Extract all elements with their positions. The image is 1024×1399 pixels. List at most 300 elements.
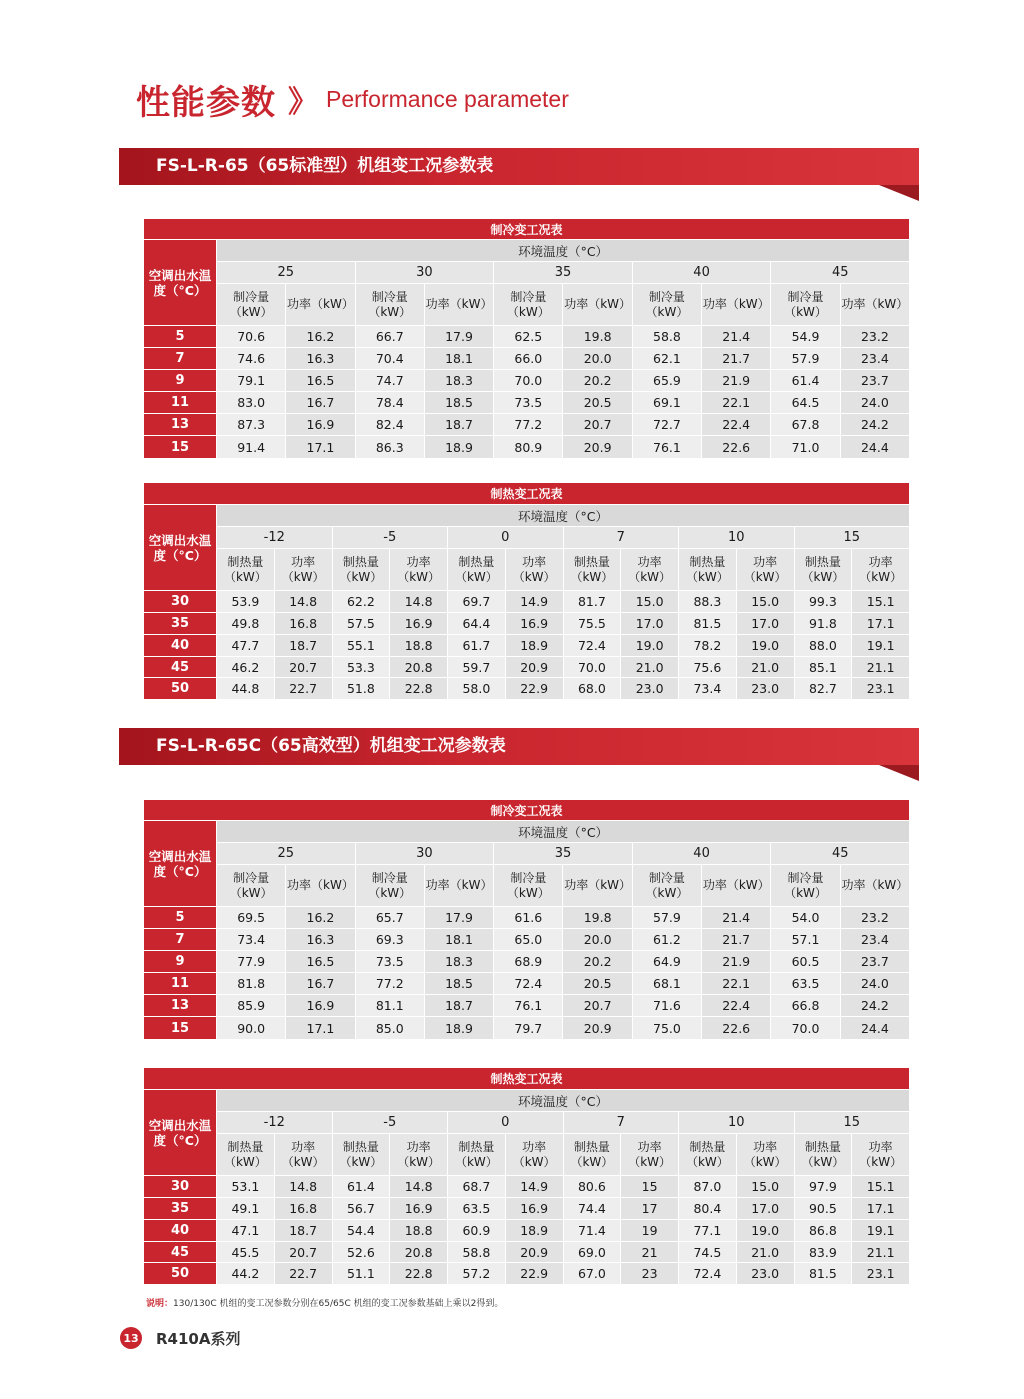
ambient-temp-value: 30 <box>355 843 494 865</box>
outlet-temp-row-label: 7 <box>144 348 217 370</box>
table-row <box>144 951 910 973</box>
power-col-header: 功率（kW） <box>840 284 909 326</box>
power-value: 20.7 <box>563 414 632 436</box>
capacity-value: 71.4 <box>563 1220 621 1242</box>
outlet-temp-row-label: 11 <box>144 392 217 414</box>
ambient-temp-value: -12 <box>217 527 333 549</box>
power-value: 20.7 <box>274 657 332 678</box>
power-value: 24.2 <box>840 414 909 436</box>
capacity-value: 83.9 <box>794 1242 852 1263</box>
capacity-col-header: 制冷量（kW） <box>355 865 424 907</box>
capacity-col-header: 制热量（kW） <box>563 1134 621 1176</box>
capacity-value: 53.9 <box>217 591 275 613</box>
capacity-value: 79.1 <box>217 370 286 392</box>
capacity-value: 57.9 <box>771 348 840 370</box>
power-value: 22.6 <box>702 436 771 459</box>
power-col-header: 功率（kW） <box>563 865 632 907</box>
capacity-value: 85.9 <box>217 995 286 1017</box>
power-value: 20.9 <box>563 1017 632 1040</box>
capacity-value: 85.1 <box>794 657 852 678</box>
capacity-value: 81.5 <box>679 613 737 635</box>
power-value: 22.6 <box>702 1017 771 1040</box>
ambient-temp-value: 10 <box>679 1112 795 1134</box>
table-row <box>144 591 910 613</box>
table-title: 制冷变工况表 <box>144 800 910 821</box>
capacity-value: 58.8 <box>448 1242 506 1263</box>
capacity-value: 77.2 <box>355 973 424 995</box>
capacity-value: 56.7 <box>332 1198 390 1220</box>
power-value: 16.7 <box>286 392 355 414</box>
power-value: 23.4 <box>840 929 909 951</box>
capacity-value: 64.9 <box>632 951 701 973</box>
capacity-value: 74.5 <box>679 1242 737 1263</box>
power-value: 20.2 <box>563 951 632 973</box>
capacity-value: 81.7 <box>563 591 621 613</box>
capacity-value: 61.2 <box>632 929 701 951</box>
capacity-value: 66.7 <box>355 326 424 348</box>
capacity-col-header: 制热量（kW） <box>332 549 390 591</box>
capacity-value: 68.0 <box>563 678 621 700</box>
cooling-table-standard <box>143 218 910 459</box>
page-footer <box>120 1326 240 1350</box>
outlet-temp-row-label: 9 <box>144 370 217 392</box>
power-value: 23.4 <box>840 348 909 370</box>
capacity-value: 65.9 <box>632 370 701 392</box>
capacity-value: 91.8 <box>794 613 852 635</box>
capacity-value: 63.5 <box>771 973 840 995</box>
power-value: 16.9 <box>390 613 448 635</box>
capacity-value: 49.1 <box>217 1198 275 1220</box>
power-value: 19.1 <box>852 635 910 657</box>
power-value: 17.1 <box>286 1017 355 1040</box>
power-value: 22.7 <box>274 1263 332 1285</box>
capacity-value: 45.5 <box>217 1242 275 1263</box>
capacity-value: 82.7 <box>794 678 852 700</box>
section-banner-high-efficiency <box>119 728 919 765</box>
capacity-col-header: 制热量（kW） <box>448 549 506 591</box>
power-value: 17.9 <box>424 326 493 348</box>
capacity-value: 73.4 <box>679 678 737 700</box>
power-value: 14.8 <box>390 591 448 613</box>
power-value: 23 <box>621 1263 679 1285</box>
ambient-temp-value: 35 <box>494 843 633 865</box>
power-col-header: 功率（kW） <box>840 865 909 907</box>
ambient-temp-value: 15 <box>794 527 910 549</box>
power-value: 24.4 <box>840 1017 909 1040</box>
power-value: 16.8 <box>274 1198 332 1220</box>
power-value: 22.1 <box>702 973 771 995</box>
outlet-temp-row-label: 15 <box>144 436 217 459</box>
capacity-value: 51.1 <box>332 1263 390 1285</box>
capacity-value: 49.8 <box>217 613 275 635</box>
capacity-value: 69.7 <box>448 591 506 613</box>
power-col-header: 功率（kW） <box>505 549 563 591</box>
outlet-temp-row-label: 35 <box>144 1198 217 1220</box>
capacity-value: 69.0 <box>563 1242 621 1263</box>
outlet-temp-row-label: 40 <box>144 1220 217 1242</box>
power-value: 18.5 <box>424 973 493 995</box>
capacity-value: 90.5 <box>794 1198 852 1220</box>
power-value: 21.4 <box>702 326 771 348</box>
capacity-value: 70.6 <box>217 326 286 348</box>
power-col-header: 功率（kW） <box>736 549 794 591</box>
ambient-temp-value: 25 <box>217 843 356 865</box>
outlet-temp-row-label: 30 <box>144 1176 217 1198</box>
capacity-value: 70.0 <box>494 370 563 392</box>
power-value: 24.2 <box>840 995 909 1017</box>
power-value: 16.9 <box>286 995 355 1017</box>
power-value: 14.8 <box>390 1176 448 1198</box>
outlet-temp-row-label: 50 <box>144 1263 217 1285</box>
outlet-temp-row-label: 15 <box>144 1017 217 1040</box>
capacity-value: 68.1 <box>632 973 701 995</box>
capacity-value: 75.6 <box>679 657 737 678</box>
outlet-temp-row-label: 11 <box>144 973 217 995</box>
outlet-temp-row-label: 7 <box>144 929 217 951</box>
capacity-value: 69.1 <box>632 392 701 414</box>
power-value: 17.0 <box>736 613 794 635</box>
table-row <box>144 348 910 370</box>
capacity-value: 77.9 <box>217 951 286 973</box>
capacity-col-header: 制冷量（kW） <box>632 865 701 907</box>
capacity-value: 74.7 <box>355 370 424 392</box>
capacity-value: 87.3 <box>217 414 286 436</box>
power-value: 18.7 <box>274 1220 332 1242</box>
ambient-temp-value: 10 <box>679 527 795 549</box>
table-title: 制冷变工况表 <box>144 219 910 240</box>
capacity-value: 66.8 <box>771 995 840 1017</box>
power-value: 19 <box>621 1220 679 1242</box>
ambient-temp-value: 45 <box>771 843 910 865</box>
capacity-value: 60.9 <box>448 1220 506 1242</box>
capacity-value: 72.4 <box>679 1263 737 1285</box>
power-value: 15.1 <box>852 1176 910 1198</box>
cooling-table-high-efficiency <box>143 799 910 1040</box>
power-value: 23.7 <box>840 951 909 973</box>
footnote <box>146 1296 503 1309</box>
capacity-col-header: 制冷量（kW） <box>771 284 840 326</box>
power-value: 19.8 <box>563 326 632 348</box>
capacity-col-header: 制热量（kW） <box>332 1134 390 1176</box>
capacity-col-header: 制热量（kW） <box>794 1134 852 1176</box>
capacity-value: 61.4 <box>771 370 840 392</box>
table-row <box>144 392 910 414</box>
power-value: 16.3 <box>286 348 355 370</box>
power-value: 22.8 <box>390 678 448 700</box>
ambient-temp-value: 7 <box>563 1112 679 1134</box>
capacity-value: 72.4 <box>494 973 563 995</box>
capacity-value: 70.0 <box>563 657 621 678</box>
ambient-temp-value: 40 <box>632 843 771 865</box>
outlet-temp-row-label: 45 <box>144 1242 217 1263</box>
table-row <box>144 414 910 436</box>
capacity-value: 81.5 <box>794 1263 852 1285</box>
capacity-value: 73.5 <box>494 392 563 414</box>
power-value: 17.1 <box>286 436 355 459</box>
outlet-temp-row-label: 40 <box>144 635 217 657</box>
capacity-value: 59.7 <box>448 657 506 678</box>
capacity-col-header: 制冷量（kW） <box>494 284 563 326</box>
table-row <box>144 635 910 657</box>
power-value: 19.1 <box>852 1220 910 1242</box>
power-col-header: 功率（kW） <box>852 549 910 591</box>
capacity-value: 52.6 <box>332 1242 390 1263</box>
power-value: 22.9 <box>505 678 563 700</box>
capacity-value: 62.2 <box>332 591 390 613</box>
capacity-value: 77.1 <box>679 1220 737 1242</box>
capacity-value: 62.1 <box>632 348 701 370</box>
power-value: 18.8 <box>390 1220 448 1242</box>
section-title: FS-L-R-65C（65高效型）机组变工况参数表 <box>156 736 506 756</box>
ambient-temp-value: -5 <box>332 1112 448 1134</box>
capacity-value: 88.3 <box>679 591 737 613</box>
power-col-header: 功率（kW） <box>702 865 771 907</box>
table-title: 制热变工况表 <box>144 1068 910 1090</box>
power-value: 17.0 <box>736 1198 794 1220</box>
footnote-label: 说明： <box>146 1299 174 1309</box>
power-value: 16.5 <box>286 370 355 392</box>
capacity-value: 57.5 <box>332 613 390 635</box>
power-value: 20.2 <box>563 370 632 392</box>
capacity-value: 53.1 <box>217 1176 275 1198</box>
power-value: 19.0 <box>736 1220 794 1242</box>
table-row <box>144 995 910 1017</box>
capacity-value: 80.9 <box>494 436 563 459</box>
power-value: 21.7 <box>702 348 771 370</box>
power-value: 20.0 <box>563 348 632 370</box>
capacity-col-header: 制热量（kW） <box>217 549 275 591</box>
power-col-header: 功率（kW） <box>736 1134 794 1176</box>
ambient-temp-value: 0 <box>448 1112 564 1134</box>
power-value: 16.7 <box>286 973 355 995</box>
capacity-value: 54.4 <box>332 1220 390 1242</box>
power-value: 18.9 <box>505 1220 563 1242</box>
capacity-value: 44.8 <box>217 678 275 700</box>
table-row <box>144 973 910 995</box>
capacity-value: 70.4 <box>355 348 424 370</box>
power-value: 17.1 <box>852 1198 910 1220</box>
power-value: 22.9 <box>505 1263 563 1285</box>
power-value: 18.9 <box>505 635 563 657</box>
capacity-value: 87.0 <box>679 1176 737 1198</box>
section-banner-standard <box>119 148 919 185</box>
page-title-cn: 性能参数 <box>136 82 276 123</box>
outlet-water-temp-label: 空调出水温度（°C） <box>144 821 217 907</box>
capacity-col-header: 制热量（kW） <box>448 1134 506 1176</box>
power-value: 20.7 <box>274 1242 332 1263</box>
outlet-temp-row-label: 30 <box>144 591 217 613</box>
capacity-col-header: 制热量（kW） <box>679 549 737 591</box>
capacity-value: 99.3 <box>794 591 852 613</box>
capacity-value: 74.6 <box>217 348 286 370</box>
power-value: 18.9 <box>424 436 493 459</box>
power-value: 24.4 <box>840 436 909 459</box>
power-value: 22.1 <box>702 392 771 414</box>
capacity-col-header: 制冷量（kW） <box>632 284 701 326</box>
power-value: 23.0 <box>621 678 679 700</box>
power-value: 19.8 <box>563 907 632 929</box>
power-value: 14.9 <box>505 1176 563 1198</box>
power-value: 22.8 <box>390 1263 448 1285</box>
capacity-value: 97.9 <box>794 1176 852 1198</box>
capacity-value: 72.7 <box>632 414 701 436</box>
capacity-value: 79.7 <box>494 1017 563 1040</box>
power-col-header: 功率（kW） <box>505 1134 563 1176</box>
capacity-value: 68.9 <box>494 951 563 973</box>
power-value: 15.0 <box>736 1176 794 1198</box>
outlet-temp-row-label: 45 <box>144 657 217 678</box>
ambient-temp-value: 30 <box>355 262 494 284</box>
ambient-temp-value: 25 <box>217 262 356 284</box>
power-value: 16.9 <box>505 1198 563 1220</box>
capacity-value: 77.2 <box>494 414 563 436</box>
table-row <box>144 678 910 700</box>
table-row <box>144 1176 910 1198</box>
power-value: 20.8 <box>390 1242 448 1263</box>
ambient-temp-value: 40 <box>632 262 771 284</box>
power-value: 24.0 <box>840 973 909 995</box>
capacity-value: 66.0 <box>494 348 563 370</box>
table-row <box>144 1220 910 1242</box>
capacity-col-header: 制冷量（kW） <box>217 865 286 907</box>
power-value: 16.2 <box>286 326 355 348</box>
outlet-temp-row-label: 5 <box>144 907 217 929</box>
ambient-temp-value: -5 <box>332 527 448 549</box>
capacity-value: 78.4 <box>355 392 424 414</box>
capacity-value: 67.0 <box>563 1263 621 1285</box>
table-row <box>144 1242 910 1263</box>
power-value: 21.1 <box>852 657 910 678</box>
capacity-value: 53.3 <box>332 657 390 678</box>
capacity-value: 54.9 <box>771 326 840 348</box>
capacity-col-header: 制热量（kW） <box>679 1134 737 1176</box>
power-value: 20.9 <box>505 1242 563 1263</box>
ambient-temp-label: 环境温度（°C） <box>217 1090 910 1112</box>
capacity-value: 61.7 <box>448 635 506 657</box>
power-value: 18.7 <box>424 414 493 436</box>
power-value: 14.8 <box>274 1176 332 1198</box>
power-col-header: 功率（kW） <box>424 284 493 326</box>
capacity-value: 65.0 <box>494 929 563 951</box>
power-value: 20.9 <box>505 657 563 678</box>
heating-table-high-efficiency <box>143 1067 910 1285</box>
power-col-header: 功率（kW） <box>702 284 771 326</box>
power-value: 18.5 <box>424 392 493 414</box>
capacity-value: 47.1 <box>217 1220 275 1242</box>
power-value: 16.5 <box>286 951 355 973</box>
capacity-value: 75.0 <box>632 1017 701 1040</box>
capacity-value: 69.5 <box>217 907 286 929</box>
capacity-col-header: 制冷量（kW） <box>494 865 563 907</box>
power-value: 15 <box>621 1176 679 1198</box>
power-value: 15.0 <box>736 591 794 613</box>
power-value: 21.0 <box>621 657 679 678</box>
power-value: 19.0 <box>736 635 794 657</box>
capacity-value: 57.9 <box>632 907 701 929</box>
power-col-header: 功率（kW） <box>390 549 448 591</box>
power-value: 23.7 <box>840 370 909 392</box>
capacity-value: 44.2 <box>217 1263 275 1285</box>
capacity-value: 86.8 <box>794 1220 852 1242</box>
outlet-temp-row-label: 5 <box>144 326 217 348</box>
banner-tail <box>879 185 919 201</box>
capacity-value: 62.5 <box>494 326 563 348</box>
power-value: 21.0 <box>736 657 794 678</box>
outlet-temp-row-label: 35 <box>144 613 217 635</box>
power-col-header: 功率（kW） <box>621 1134 679 1176</box>
power-value: 18.9 <box>424 1017 493 1040</box>
capacity-col-header: 制热量（kW） <box>217 1134 275 1176</box>
power-value: 23.0 <box>736 678 794 700</box>
outlet-temp-row-label: 13 <box>144 995 217 1017</box>
capacity-value: 60.5 <box>771 951 840 973</box>
power-value: 18.1 <box>424 929 493 951</box>
section-title: FS-L-R-65（65标准型）机组变工况参数表 <box>156 156 494 176</box>
capacity-value: 82.4 <box>355 414 424 436</box>
capacity-value: 76.1 <box>632 436 701 459</box>
capacity-value: 90.0 <box>217 1017 286 1040</box>
power-col-header: 功率（kW） <box>286 284 355 326</box>
capacity-col-header: 制冷量（kW） <box>355 284 424 326</box>
capacity-value: 69.3 <box>355 929 424 951</box>
capacity-value: 58.8 <box>632 326 701 348</box>
capacity-value: 80.4 <box>679 1198 737 1220</box>
capacity-value: 57.1 <box>771 929 840 951</box>
power-value: 17.1 <box>852 613 910 635</box>
double-chevron-icon: 》 <box>288 85 318 120</box>
capacity-value: 71.0 <box>771 436 840 459</box>
power-value: 21.4 <box>702 907 771 929</box>
table-row <box>144 929 910 951</box>
capacity-value: 54.0 <box>771 907 840 929</box>
power-value: 19.0 <box>621 635 679 657</box>
table-row <box>144 436 910 459</box>
power-value: 17 <box>621 1198 679 1220</box>
power-value: 23.1 <box>852 678 910 700</box>
power-col-header: 功率（kW） <box>563 284 632 326</box>
outlet-temp-row-label: 9 <box>144 951 217 973</box>
table-row <box>144 1263 910 1285</box>
capacity-value: 67.8 <box>771 414 840 436</box>
capacity-value: 85.0 <box>355 1017 424 1040</box>
ambient-temp-value: 15 <box>794 1112 910 1134</box>
ambient-temp-value: 35 <box>494 262 633 284</box>
page-header <box>136 74 569 124</box>
power-col-header: 功率（kW） <box>274 549 332 591</box>
capacity-col-header: 制冷量（kW） <box>217 284 286 326</box>
footnote-text: 130/130C 机组的变工况参数分别在65/65C 机组的变工况参数基础上乘以2得到。 <box>173 1299 504 1309</box>
capacity-value: 86.3 <box>355 436 424 459</box>
power-value: 18.1 <box>424 348 493 370</box>
capacity-value: 78.2 <box>679 635 737 657</box>
power-col-header: 功率（kW） <box>852 1134 910 1176</box>
capacity-value: 80.6 <box>563 1176 621 1198</box>
power-value: 21.9 <box>702 951 771 973</box>
power-value: 17.9 <box>424 907 493 929</box>
capacity-value: 61.6 <box>494 907 563 929</box>
capacity-value: 73.4 <box>217 929 286 951</box>
capacity-col-header: 制冷量（kW） <box>771 865 840 907</box>
power-value: 16.3 <box>286 929 355 951</box>
capacity-value: 47.7 <box>217 635 275 657</box>
power-value: 20.9 <box>563 436 632 459</box>
power-value: 20.5 <box>563 973 632 995</box>
capacity-value: 81.8 <box>217 973 286 995</box>
heating-table-standard <box>143 482 910 700</box>
capacity-value: 57.2 <box>448 1263 506 1285</box>
table-row <box>144 613 910 635</box>
banner-tail <box>879 765 919 781</box>
